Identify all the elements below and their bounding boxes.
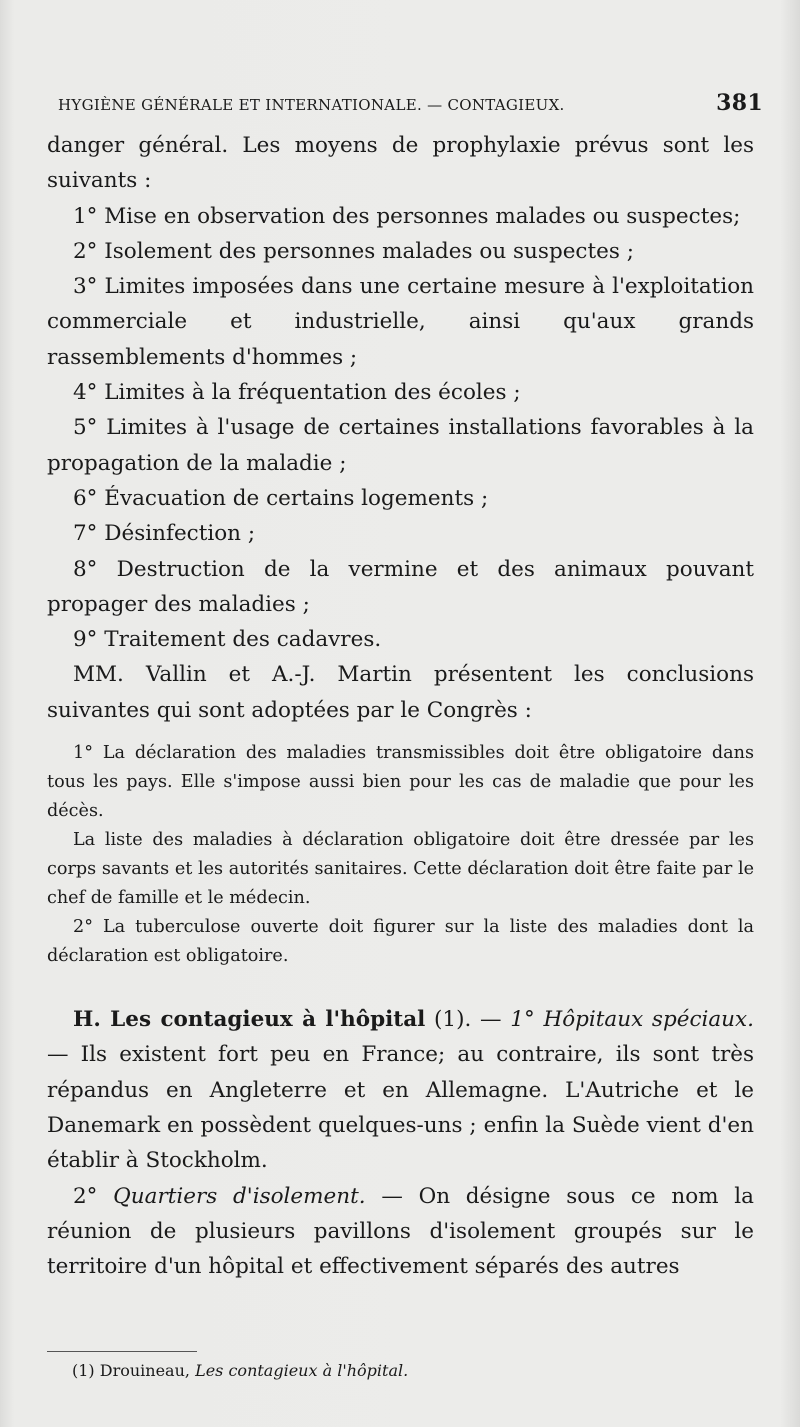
measure-item-5: 5° Limites à l'usage de certaines installations favorables à la propagation de la maladie ; <box>47 415 754 476</box>
section-h-heading: H. Les contagieux à l'hôpital <box>73 1007 426 1033</box>
subsection-1-text: — Ils existent fort peu en France; au contraire, ils sont très répandus en Angleterre et en Allemagne. L'Autriche et le Danemark en possèdent quelques-uns ; enfin la Suède vient d'en établir à Stockholm. <box>47 1042 754 1174</box>
measure-item-4: 4° Limites à la fréquentation des écoles ; <box>73 380 521 406</box>
conclusions-block <box>47 739 754 971</box>
measure-item-3: 3° Limites imposées dans une certaine mesure à l'exploitation commerciale et industrielle, ainsi qu'aux grands rassemblements d'hommes ; <box>47 274 754 370</box>
subsection-2-title: Quartiers d'isolement. <box>113 1183 366 1209</box>
conclusion-1-list: La liste des maladies à déclaration obligatoire doit être dressée par les corps savants et les autorités sanitaires. Cette déclaration doit être faite par le chef de famille et le médecin. <box>47 830 754 909</box>
measure-item-9: 9° Traitement des cadavres. <box>73 627 382 653</box>
measure-item-2: 2° Isolement des personnes malades ou suspectes ; <box>73 238 634 264</box>
section-h-paragraph-2 <box>47 1179 754 1285</box>
page-body <box>47 128 754 1284</box>
section-h-paragraph-1 <box>47 1002 754 1178</box>
subsection-1-title: 1° Hôpitaux spéciaux. <box>510 1007 754 1033</box>
footnote-title: Les contagieux à l'hôpital. <box>195 1361 409 1380</box>
footnote <box>72 1360 408 1382</box>
measure-item-6: 6° Évacuation de certains logements ; <box>73 485 489 511</box>
subsection-2-text: — On désigne sous ce nom la réunion de plusieurs pavillons d'isolement groupés sur le territoire d'un hôpital et effectivement séparés des autres <box>47 1183 754 1280</box>
footnote-marker: (1) Drouineau, <box>72 1361 196 1380</box>
conclusion-1: 1° La déclaration des maladies transmissibles doit être obligatoire dans tous les pays. Elle s'impose aussi bien pour les cas de maladie que pour les décès. <box>47 743 754 822</box>
section-h <box>47 1002 754 1284</box>
conclusion-2: 2° La tuberculose ouverte doit figurer sur la liste des maladies dont la déclaration est obligatoire. <box>47 917 754 967</box>
subsection-2-number: 2° <box>73 1183 114 1209</box>
conclusions-intro: MM. Vallin et A.-J. Martin présentent les conclusions suivantes qui sont adoptées par le Congrès : <box>47 662 754 723</box>
page-number: 381 <box>716 90 763 116</box>
measure-item-7: 7° Désinfection ; <box>73 521 256 547</box>
footnote-reference: (1). — <box>425 1007 511 1033</box>
measure-item-1: 1° Mise en observation des personnes malades ou suspectes; <box>73 203 741 229</box>
measures-intro: danger général. Les moyens de prophylaxie prévus sont les suivants : <box>47 133 754 194</box>
footnote-divider <box>47 1351 197 1352</box>
running-header <box>58 90 763 116</box>
running-title: HYGIÈNE GÉNÉRALE ET INTERNATIONALE. — CONTAGIEUX. <box>58 96 565 114</box>
measure-item-8: 8° Destruction de la vermine et des animaux pouvant propager des maladies ; <box>47 556 754 617</box>
